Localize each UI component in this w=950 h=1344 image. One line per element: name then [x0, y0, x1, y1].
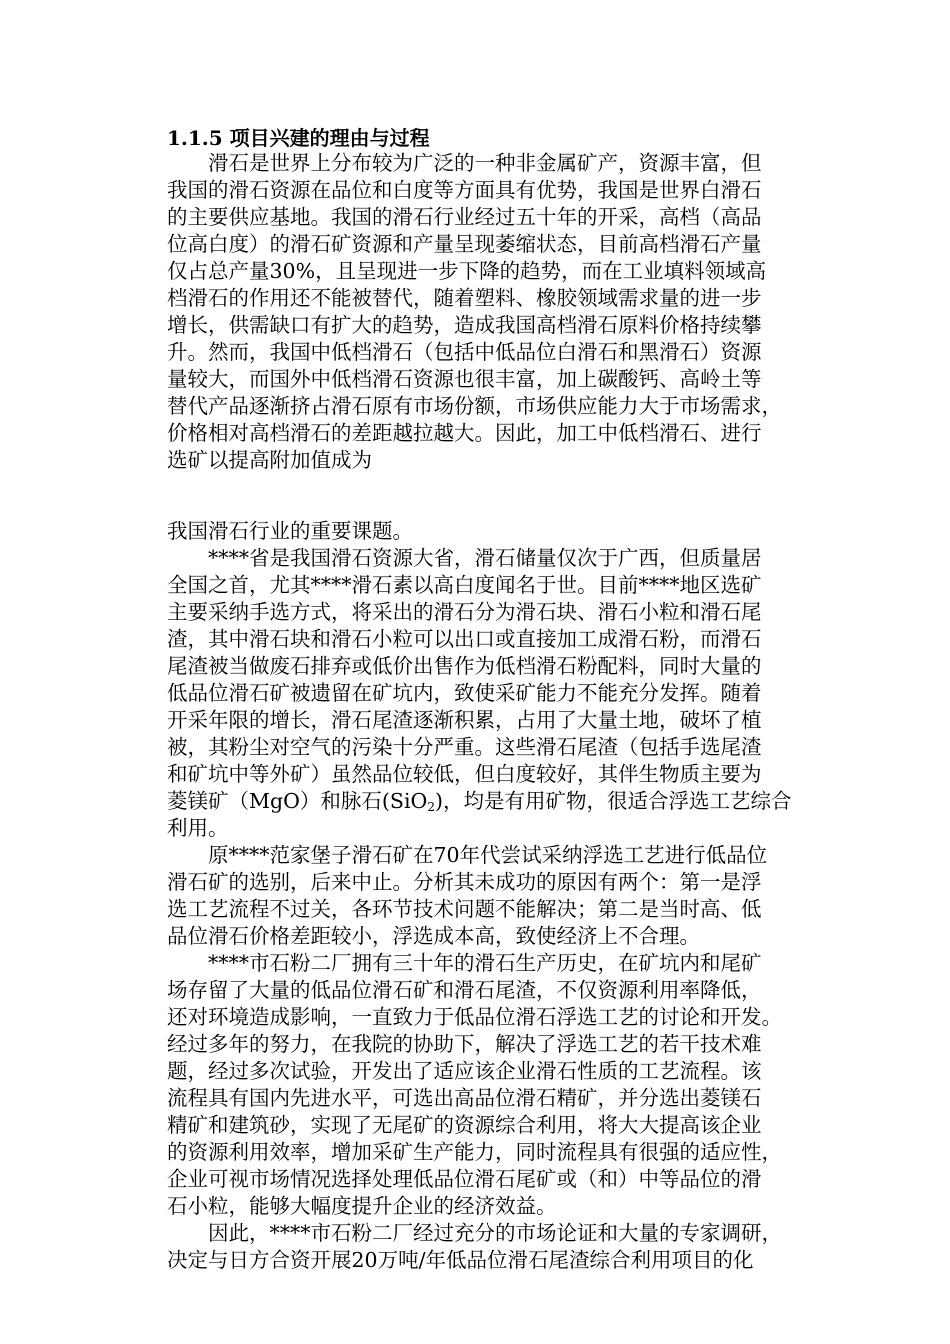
- paragraph-line: 尾渣被当做废石排弃或低价出售作为低档滑石粉配料，同时大量的: [167, 654, 762, 678]
- paragraph-line: 场存留了大量的低品位滑石矿和滑石尾渣，不仅资源利用率降低，: [167, 978, 762, 1002]
- paragraph-line: 选工艺流程不过关，各环节技术问题不能解决；第二是当时高、低: [167, 897, 762, 921]
- paragraph-line: 位高白度）的滑石矿资源和产量呈现萎缩状态，目前高档滑石产量: [167, 232, 762, 256]
- paragraph-line-formula: [167, 788, 791, 815]
- paragraph-line: 升。然而，我国中低档滑石（包括中低品位白滑石和黑滑石）资源: [167, 340, 762, 364]
- paragraph-line: ****市石粉二厂拥有三十年的滑石生产历史，在矿坑内和尾矿: [167, 951, 762, 975]
- formula-text: 菱镁矿（MgO）和脉石(SiO: [167, 789, 428, 813]
- paragraph-line: 企业可视市场情况选择处理低品位滑石尾矿或（和）中等品位的滑: [167, 1167, 762, 1191]
- paragraph-line: 和矿坑中等外矿）虽然品位较低，但白度较好，其伴生物质主要为: [167, 762, 762, 786]
- paragraph-line: 渣，其中滑石块和滑石小粒可以出口或直接加工成滑石粉，而滑石: [167, 627, 762, 651]
- paragraph-line: 的主要供应基地。我国的滑石行业经过五十年的开采，高档（高品: [167, 205, 762, 229]
- paragraph-line: 题，经过多次试验，开发出了适应该企业滑石性质的工艺流程。该: [167, 1059, 762, 1083]
- paragraph-line: 主要采纳手选方式，将采出的滑石分为滑石块、滑石小粒和滑石尾: [167, 600, 762, 624]
- paragraph-line: 决定与日方合资开展20万吨/年低品位滑石尾渣综合利用项目的化: [167, 1248, 754, 1272]
- formula-tail: )，均是有用矿物，很适合浮选工艺综合: [434, 789, 792, 813]
- paragraph-line: 流程具有国内先进水平，可选出高品位滑石精矿，并分选出菱镁石: [167, 1086, 762, 1110]
- section-heading: 1.1.5 项目兴建的理由与过程: [167, 126, 430, 150]
- paragraph-line: ****省是我国滑石资源大省，滑石储量仅次于广西，但质量居: [167, 546, 762, 570]
- paragraph-line: 被，其粉尘对空气的污染十分严重。这些滑石尾渣（包括手选尾渣: [167, 735, 762, 759]
- paragraph-line: 石小粒，能够大幅度提升企业的经济效益。: [167, 1194, 557, 1218]
- paragraph-line: 因此，****市石粉二厂经过充分的市场论证和大量的专家调研，: [167, 1221, 782, 1245]
- paragraph-line: 替代产品逐渐挤占滑石原有市场份额，市场供应能力大于市场需求，: [167, 394, 782, 418]
- paragraph-line: 量较大，而国外中低档滑石资源也很丰富，加上碳酸钙、高岭土等: [167, 367, 762, 391]
- paragraph-line: 的资源利用效率，增加采矿生产能力，同时流程具有很强的适应性，: [167, 1140, 782, 1164]
- paragraph-line: 低品位滑石矿被遗留在矿坑内，致使采矿能力不能充分发挥。随着: [167, 681, 762, 705]
- paragraph-line: 品位滑石价格差距较小，浮选成本高，致使经济上不合理。: [167, 924, 700, 948]
- paragraph-line: 全国之首，尤其****滑石素以高白度闻名于世。目前****地区选矿: [167, 573, 762, 597]
- paragraph-line: 原****范家堡子滑石矿在70年代尝试采纳浮选工艺进行低品位: [167, 843, 768, 867]
- paragraph-line: 开采年限的增长，滑石尾渣逐渐积累，占用了大量土地，破坏了植: [167, 708, 762, 732]
- paragraph-line: 仅占总产量30%，且呈现进一步下降的趋势，而在工业填料领域高: [167, 259, 767, 283]
- paragraph-line: 利用。: [167, 816, 229, 840]
- paragraph-line: 价格相对高档滑石的差距越拉越大。因此，加工中低档滑石、进行: [167, 421, 762, 445]
- paragraph-line: 滑石矿的选别，后来中止。分析其未成功的原因有两个：第一是浮: [167, 870, 762, 894]
- formula-subscript: 2: [427, 800, 435, 814]
- paragraph-line: 增长，供需缺口有扩大的趋势，造成我国高档滑石原料价格持续攀: [167, 313, 762, 337]
- paragraph-line: 还对环境造成影响，一直致力于低品位滑石浮选工艺的讨论和开发。: [167, 1005, 782, 1029]
- paragraph-line: 我国滑石行业的重要课题。: [167, 519, 413, 543]
- paragraph-line: 选矿以提高附加值成为: [167, 448, 372, 472]
- paragraph-line: 精矿和建筑砂，实现了无尾矿的资源综合利用，将大大提高该企业: [167, 1113, 762, 1137]
- paragraph-line: 我国的滑石资源在品位和白度等方面具有优势，我国是世界白滑石: [167, 178, 762, 202]
- paragraph-line: 经过多年的努力，在我院的协助下，解决了浮选工艺的若干技术难: [167, 1032, 762, 1056]
- paragraph-line: 滑石是世界上分布较为广泛的一种非金属矿产，资源丰富，但: [167, 151, 762, 175]
- paragraph-line: 档滑石的作用还不能被替代，随着塑料、橡胶领域需求量的进一步: [167, 286, 762, 310]
